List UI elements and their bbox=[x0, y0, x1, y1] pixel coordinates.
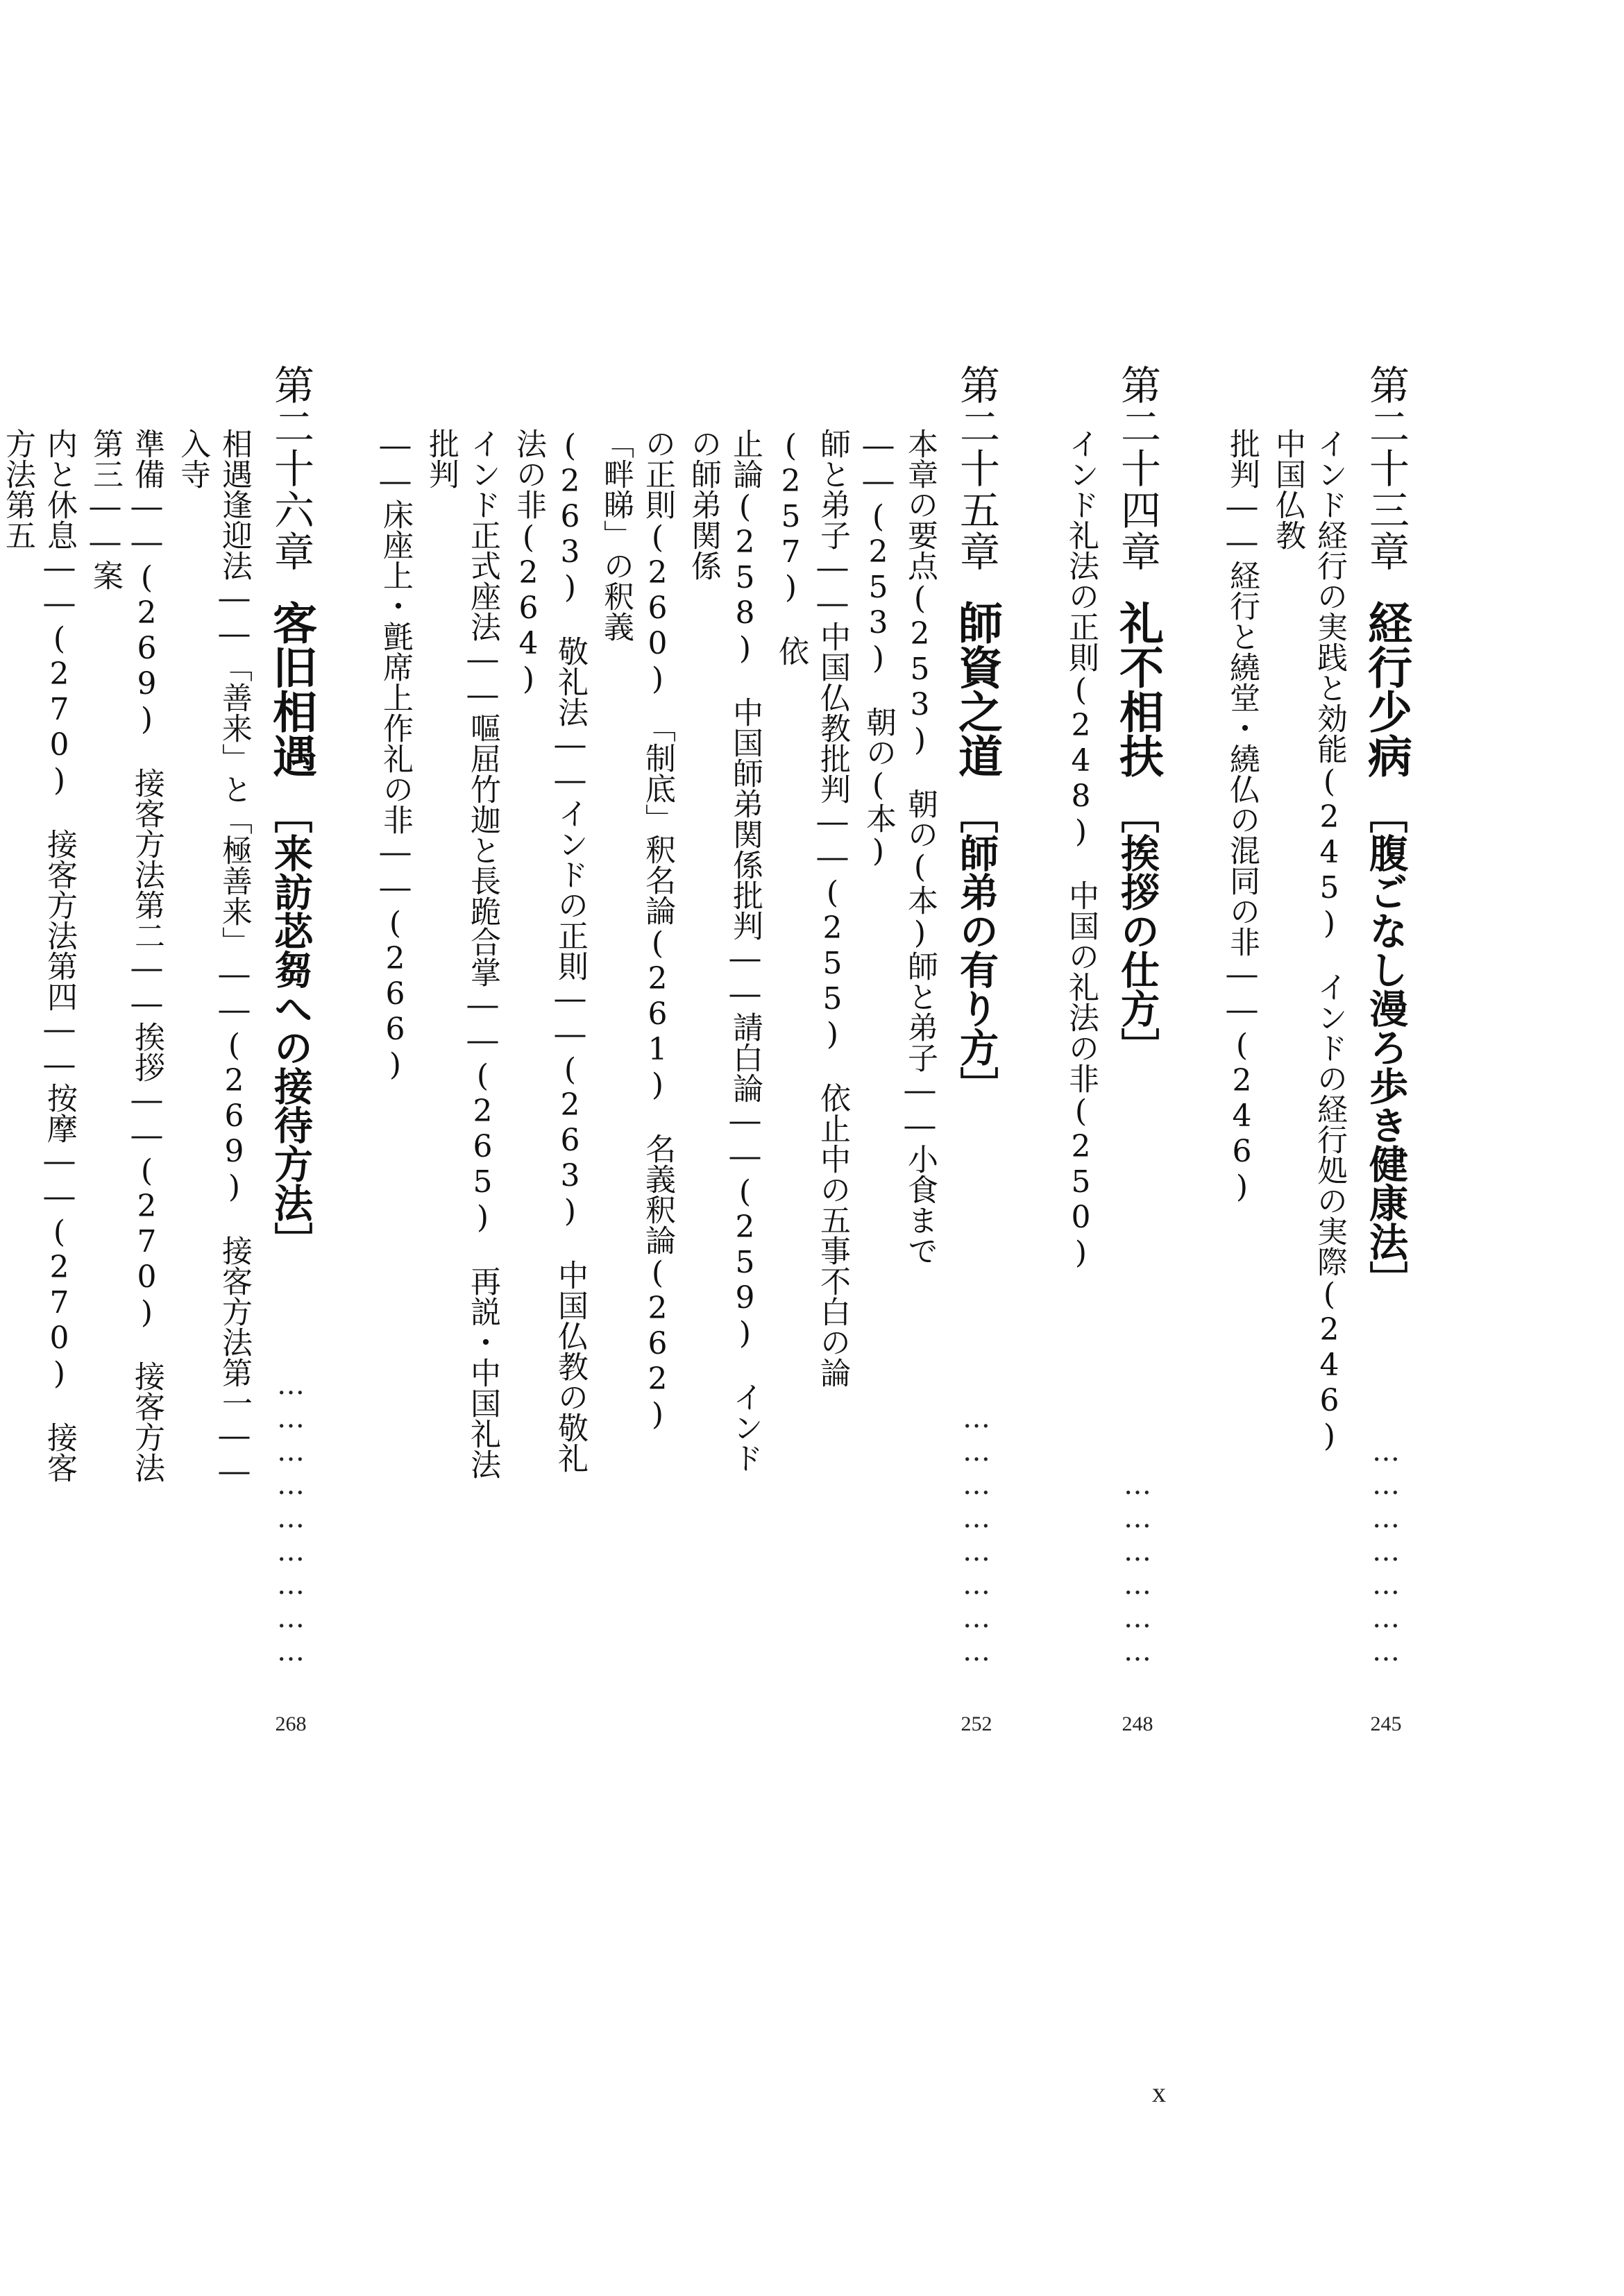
section-line: 止論(258) 中国師弟関係批判――請白論――(259) インドの師弟関係 bbox=[686, 428, 763, 1473]
chapter-page-number: 252 bbox=[961, 1712, 992, 1735]
leader-dots: …………………… bbox=[961, 1402, 992, 1669]
chapter-25 bbox=[374, 364, 1003, 1780]
section-line: インド礼法の正則(248) 中国の礼法の非(250) bbox=[1063, 428, 1099, 1270]
chapter-title: 客旧相遇 bbox=[265, 600, 317, 778]
leader-dots: ………………… bbox=[1370, 1436, 1402, 1669]
section-line: 批判――経行と繞堂・繞仏の混同の非――(246) bbox=[1224, 428, 1260, 1205]
section-list bbox=[374, 364, 940, 1780]
section-line: の正則(260) 「制底」釈名論(261) 名義釈論(262) 「畔睇」の釈義 bbox=[598, 428, 675, 1463]
chapter-subtitle: ［挨拶の仕方］ bbox=[1115, 794, 1160, 1066]
section-line: 相遇逢迎法――「善来」と「極善来」――(269) 接客方法第一――入寺 bbox=[175, 428, 252, 1489]
chapter-number: 第二十五章 bbox=[953, 364, 1000, 572]
chapter-title: 経行少病 bbox=[1360, 600, 1412, 778]
section-list bbox=[1221, 364, 1350, 1780]
section-line: 内と休息――(270) 接客方法第四――按摩――(270) 接客方法第五 bbox=[0, 428, 77, 1483]
chapter-24 bbox=[1060, 364, 1164, 1780]
section-line: 師と弟子――中国仏教批判――(255) 依止中の五事不白の論(257) 依 bbox=[773, 428, 850, 1388]
chapter-subtitle: ［腹ごなし漫ろ歩き健康法］ bbox=[1363, 794, 1409, 1300]
chapter-number: 第二十四章 bbox=[1114, 364, 1161, 572]
chapter-heading bbox=[264, 364, 317, 1735]
chapter-page-number: 268 bbox=[275, 1712, 307, 1735]
folio-page-number: x bbox=[1152, 2077, 1166, 2108]
chapter-heading bbox=[1360, 364, 1412, 1735]
leader-dots: ……………………… bbox=[275, 1369, 307, 1669]
chapter-heading bbox=[1111, 364, 1164, 1735]
section-line: インド経行の実践と効能(245) インドの経行処の実際(246) 中国仏教 bbox=[1270, 428, 1347, 1484]
chapter-title: 師資之道 bbox=[951, 600, 1003, 778]
section-line: ――床座上・氈席上作礼の非――(266) bbox=[378, 428, 413, 1082]
chapter-26 bbox=[0, 364, 317, 1780]
chapter-page-number: 245 bbox=[1370, 1712, 1402, 1735]
section-line: (263) 敬礼法――インドの正則――(263) 中国仏教の敬礼法の非(264) bbox=[511, 428, 588, 1473]
chapter-subtitle: ［師弟の有り方］ bbox=[954, 794, 999, 1105]
table-of-contents bbox=[0, 364, 1412, 1780]
chapter-page-number: 248 bbox=[1122, 1712, 1153, 1735]
section-line: 準備――(269) 接客方法第二――挨拶――(270) 接客方法第三――案 bbox=[87, 428, 164, 1483]
chapter-number: 第二十六章 bbox=[267, 364, 314, 572]
chapter-23 bbox=[1221, 364, 1412, 1780]
section-list bbox=[1060, 364, 1101, 1780]
chapter-title: 礼不相扶 bbox=[1112, 600, 1164, 778]
chapter-number: 第二十三章 bbox=[1362, 364, 1410, 572]
section-line: インド正式座法――嘔屈竹迦と長跪合掌――(265) 再説・中国礼法批判 bbox=[423, 428, 500, 1479]
section-list bbox=[0, 364, 255, 1780]
chapter-subtitle: ［来訪苾芻への接待方法］ bbox=[268, 794, 314, 1261]
leader-dots: ……………… bbox=[1122, 1469, 1153, 1669]
section-line: 本章の要点(253) 朝の(本)師と弟子――小食まで――(253) 朝の(本) bbox=[861, 428, 938, 1266]
chapter-heading bbox=[950, 364, 1003, 1735]
